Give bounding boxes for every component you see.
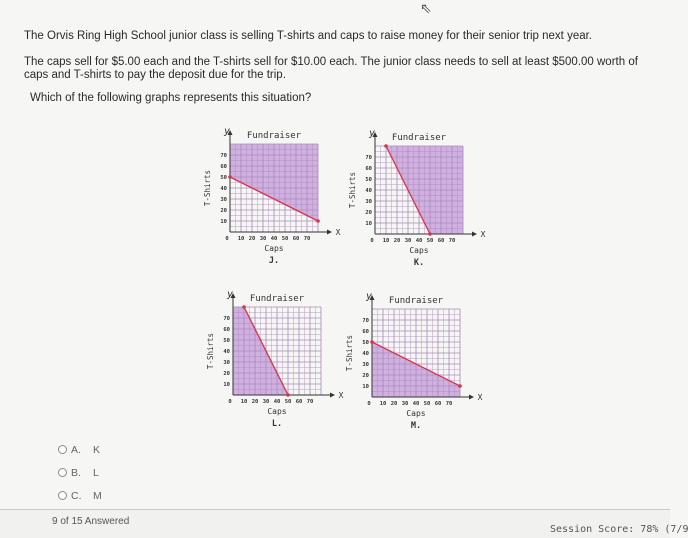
radio-button[interactable] [58, 468, 67, 477]
graph-svg [200, 120, 350, 280]
x-axis-letter: X [338, 391, 344, 400]
y-tick-label: 60 [220, 164, 227, 170]
x-tick-label: 70 [448, 238, 456, 244]
y-tick-label: 20 [220, 208, 227, 214]
question-context: The Orvis Ring High School junior class is selling T-shirts and caps to raise money for their senior trip next year. [24, 30, 593, 42]
y-tick-label: 70 [362, 318, 369, 324]
y-tick-label: 50 [365, 177, 372, 183]
option-text: M [93, 489, 102, 502]
graph-k [345, 122, 495, 282]
graph-label: J. [268, 256, 280, 266]
x-tick-label: 30 [401, 401, 409, 407]
x-tick-label: 10 [379, 401, 387, 407]
y-tick-label: 50 [362, 340, 369, 346]
y-axis-title: T-Shirts [206, 332, 215, 370]
answered-count: 9 of 15 Answered [52, 516, 130, 527]
y-axis-title: T-Shirts [203, 169, 212, 207]
x-tick-label: 20 [248, 236, 256, 242]
x-tick-label: 60 [292, 236, 300, 242]
y-tick-label: 30 [365, 199, 372, 205]
boundary-point [316, 219, 320, 223]
x-tick-label: 0 [367, 401, 371, 407]
option-letter: A. [71, 443, 81, 456]
x-tick-label: 50 [426, 238, 434, 244]
graph-svg [345, 122, 495, 282]
x-tick-label: 70 [303, 236, 311, 242]
x-tick-label: 60 [295, 399, 303, 405]
x-axis-letter: X [480, 230, 486, 239]
x-tick-label: 20 [393, 238, 401, 244]
x-tick-label: 60 [437, 238, 445, 244]
radio-button[interactable] [58, 445, 67, 454]
graph-title: Fundraiser [391, 133, 447, 143]
x-tick-label: 40 [415, 238, 423, 244]
y-tick-label: 10 [362, 384, 369, 390]
boundary-point [228, 175, 232, 179]
x-tick-label: 0 [228, 399, 232, 405]
y-tick-label: 50 [223, 338, 230, 344]
x-tick-label: 20 [390, 401, 398, 407]
x-axis-arrow-icon [472, 232, 477, 237]
graph-label: L. [271, 419, 283, 429]
graph-j [200, 120, 350, 280]
radio-button[interactable] [58, 491, 67, 500]
y-tick-label: 40 [223, 349, 230, 355]
x-axis-title: Caps [267, 407, 287, 416]
x-tick-label: 20 [251, 399, 259, 405]
y-tick-label: 20 [362, 373, 369, 379]
y-tick-label: 50 [220, 175, 227, 181]
x-axis-title: Caps [406, 409, 426, 418]
x-tick-label: 40 [273, 399, 281, 405]
y-axis-title: T-Shirts [348, 171, 357, 209]
graph-svg [203, 283, 353, 443]
option-letter: B. [71, 466, 81, 479]
graph-l [203, 283, 353, 443]
y-tick-label: 40 [362, 351, 369, 357]
y-tick-label: 30 [223, 360, 230, 366]
graph-m [342, 285, 492, 445]
graph-title: Fundraiser [246, 131, 302, 141]
y-tick-label: 40 [220, 186, 227, 192]
x-axis-arrow-icon [469, 395, 474, 400]
x-tick-label: 10 [382, 238, 390, 244]
x-axis-title: Caps [264, 244, 284, 253]
x-axis-title: Caps [409, 246, 429, 255]
graph-label: K. [413, 258, 425, 268]
x-tick-label: 40 [412, 401, 420, 407]
option-a[interactable] [58, 438, 102, 461]
option-c[interactable] [58, 484, 102, 507]
y-tick-label: 40 [365, 188, 372, 194]
boundary-point [428, 232, 432, 236]
x-axis-arrow-icon [330, 393, 335, 398]
y-tick-label: 70 [365, 155, 372, 161]
x-tick-label: 10 [240, 399, 248, 405]
y-tick-label: 60 [223, 327, 230, 333]
option-text: L [93, 466, 99, 479]
question-prompt: Which of the following graphs represents this situation? [30, 92, 312, 104]
x-tick-label: 70 [306, 399, 314, 405]
boundary-point [458, 384, 462, 388]
graph-title: Fundraiser [249, 294, 305, 304]
y-tick-label: 70 [223, 316, 230, 322]
x-tick-label: 40 [270, 236, 278, 242]
x-tick-label: 0 [225, 236, 229, 242]
option-text: K [93, 443, 101, 456]
y-tick-label: 10 [223, 382, 230, 388]
boundary-point [370, 340, 374, 344]
y-tick-label: 30 [220, 197, 227, 203]
x-axis-letter: X [477, 393, 483, 402]
x-tick-label: 30 [404, 238, 412, 244]
y-tick-label: 20 [365, 210, 372, 216]
x-tick-label: 0 [370, 238, 374, 244]
x-tick-label: 30 [259, 236, 267, 242]
boundary-point [286, 393, 290, 397]
x-axis-arrow-icon [327, 230, 332, 235]
option-b[interactable] [58, 461, 102, 484]
x-tick-label: 10 [237, 236, 245, 242]
y-axis-letter: y [226, 289, 234, 300]
y-tick-label: 10 [220, 219, 227, 225]
x-tick-label: 50 [281, 236, 289, 242]
y-tick-label: 20 [223, 371, 230, 377]
x-tick-label: 50 [284, 399, 292, 405]
graph-label: M. [410, 421, 422, 431]
answer-options [58, 438, 102, 507]
y-axis-letter: y [368, 128, 376, 139]
mouse-cursor-icon: ⇖ [420, 0, 432, 16]
x-tick-label: 30 [262, 399, 270, 405]
x-axis-letter: X [335, 228, 341, 237]
y-tick-label: 60 [365, 166, 372, 172]
question-details: The caps sell for $5.00 each and the T-shirts sell for $10.00 each. The junior class needs to sell at least $500.00 worth of caps and T-shirts to pay the deposit due for the trip. [24, 56, 638, 81]
option-letter: C. [71, 489, 82, 502]
y-tick-label: 60 [362, 329, 369, 335]
x-tick-label: 60 [434, 401, 442, 407]
y-tick-label: 10 [365, 221, 372, 227]
boundary-point [384, 144, 388, 148]
session-score: Session Score: 78% (7/9 [550, 524, 688, 535]
y-axis-letter: y [365, 291, 373, 302]
boundary-point [242, 305, 246, 309]
graph-title: Fundraiser [388, 296, 444, 306]
y-axis-letter: y [223, 126, 231, 137]
status-bar [0, 509, 688, 538]
y-tick-label: 30 [362, 362, 369, 368]
graph-svg [342, 285, 492, 445]
y-tick-label: 70 [220, 153, 227, 159]
x-tick-label: 50 [423, 401, 431, 407]
x-tick-label: 70 [445, 401, 453, 407]
y-axis-title: T-Shirts [345, 334, 354, 372]
